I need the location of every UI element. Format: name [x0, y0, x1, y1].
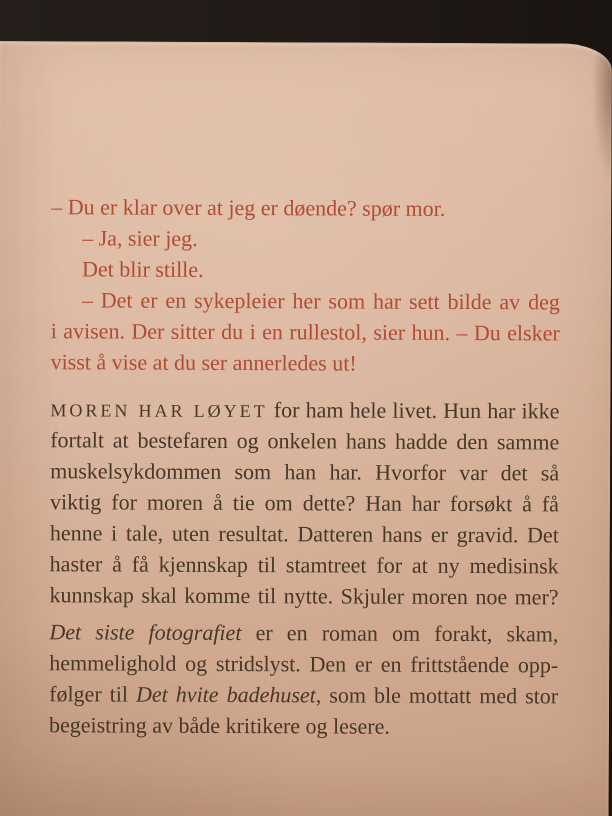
- synopsis-line-text: for ham hele livet. Hun har ikke: [267, 397, 560, 424]
- synopsis-line: [50, 393, 559, 426]
- synopsis-line: haster å få kjennskap til stamtreet for at ny medisinsk: [49, 551, 559, 579]
- book-title-italic: Det siste fotografiet: [49, 619, 242, 646]
- synopsis-line: henne i tale, uten resultat. Datteren hans er gravid. Det: [49, 520, 559, 548]
- prequel-title-italic: Det hvite badehuset: [136, 681, 316, 708]
- synopsis-line: fortalt at bestefaren og onkelen hans hadde den samme: [50, 427, 560, 455]
- dialogue-line: i avisen. Der sitter du i en rullestol, sier hun. – Du elsker: [50, 318, 560, 346]
- series-note-line-text: , som ble mottatt med stor: [315, 682, 559, 709]
- synopsis-lead-small-caps: MOREN HAR LØYET: [50, 400, 268, 422]
- series-note-line-text: følger til: [49, 681, 137, 707]
- dialogue-line: – Det er en sykepleier her som har sett bilde av deg: [81, 287, 560, 315]
- dialogue-line: – Ja, sier jeg.: [82, 225, 198, 251]
- series-note-line: begeistring av både kritikere og lesere.: [48, 712, 390, 739]
- series-note-line: [49, 616, 558, 649]
- synopsis-line: kunnskap skal komme til nytte. Skjuler moren noe mer?: [49, 582, 559, 610]
- book-page: [0, 41, 612, 816]
- series-note-line: hemmelighold og stridslyst. Den er en frittstående opp-: [49, 650, 559, 678]
- series-note-line: [49, 678, 558, 711]
- dialogue-line: – Du er klar over at jeg er døende? spør mor.: [51, 194, 446, 221]
- synopsis-paragraph: [50, 393, 560, 612]
- dialogue-line: visst å vise at du ser annerledes ut!: [50, 349, 357, 376]
- series-note-paragraph: [49, 616, 559, 742]
- dialogue-line: Det blir stille.: [81, 256, 204, 282]
- dialogue-excerpt: [51, 191, 561, 379]
- series-note-line-text: er en roman om forakt, skam,: [241, 620, 559, 647]
- synopsis-line: muskelsykdommen som han har. Hvorfor var det så: [50, 458, 560, 486]
- synopsis-line: viktig for moren å tie om dette? Han har forsøkt å få: [49, 489, 560, 517]
